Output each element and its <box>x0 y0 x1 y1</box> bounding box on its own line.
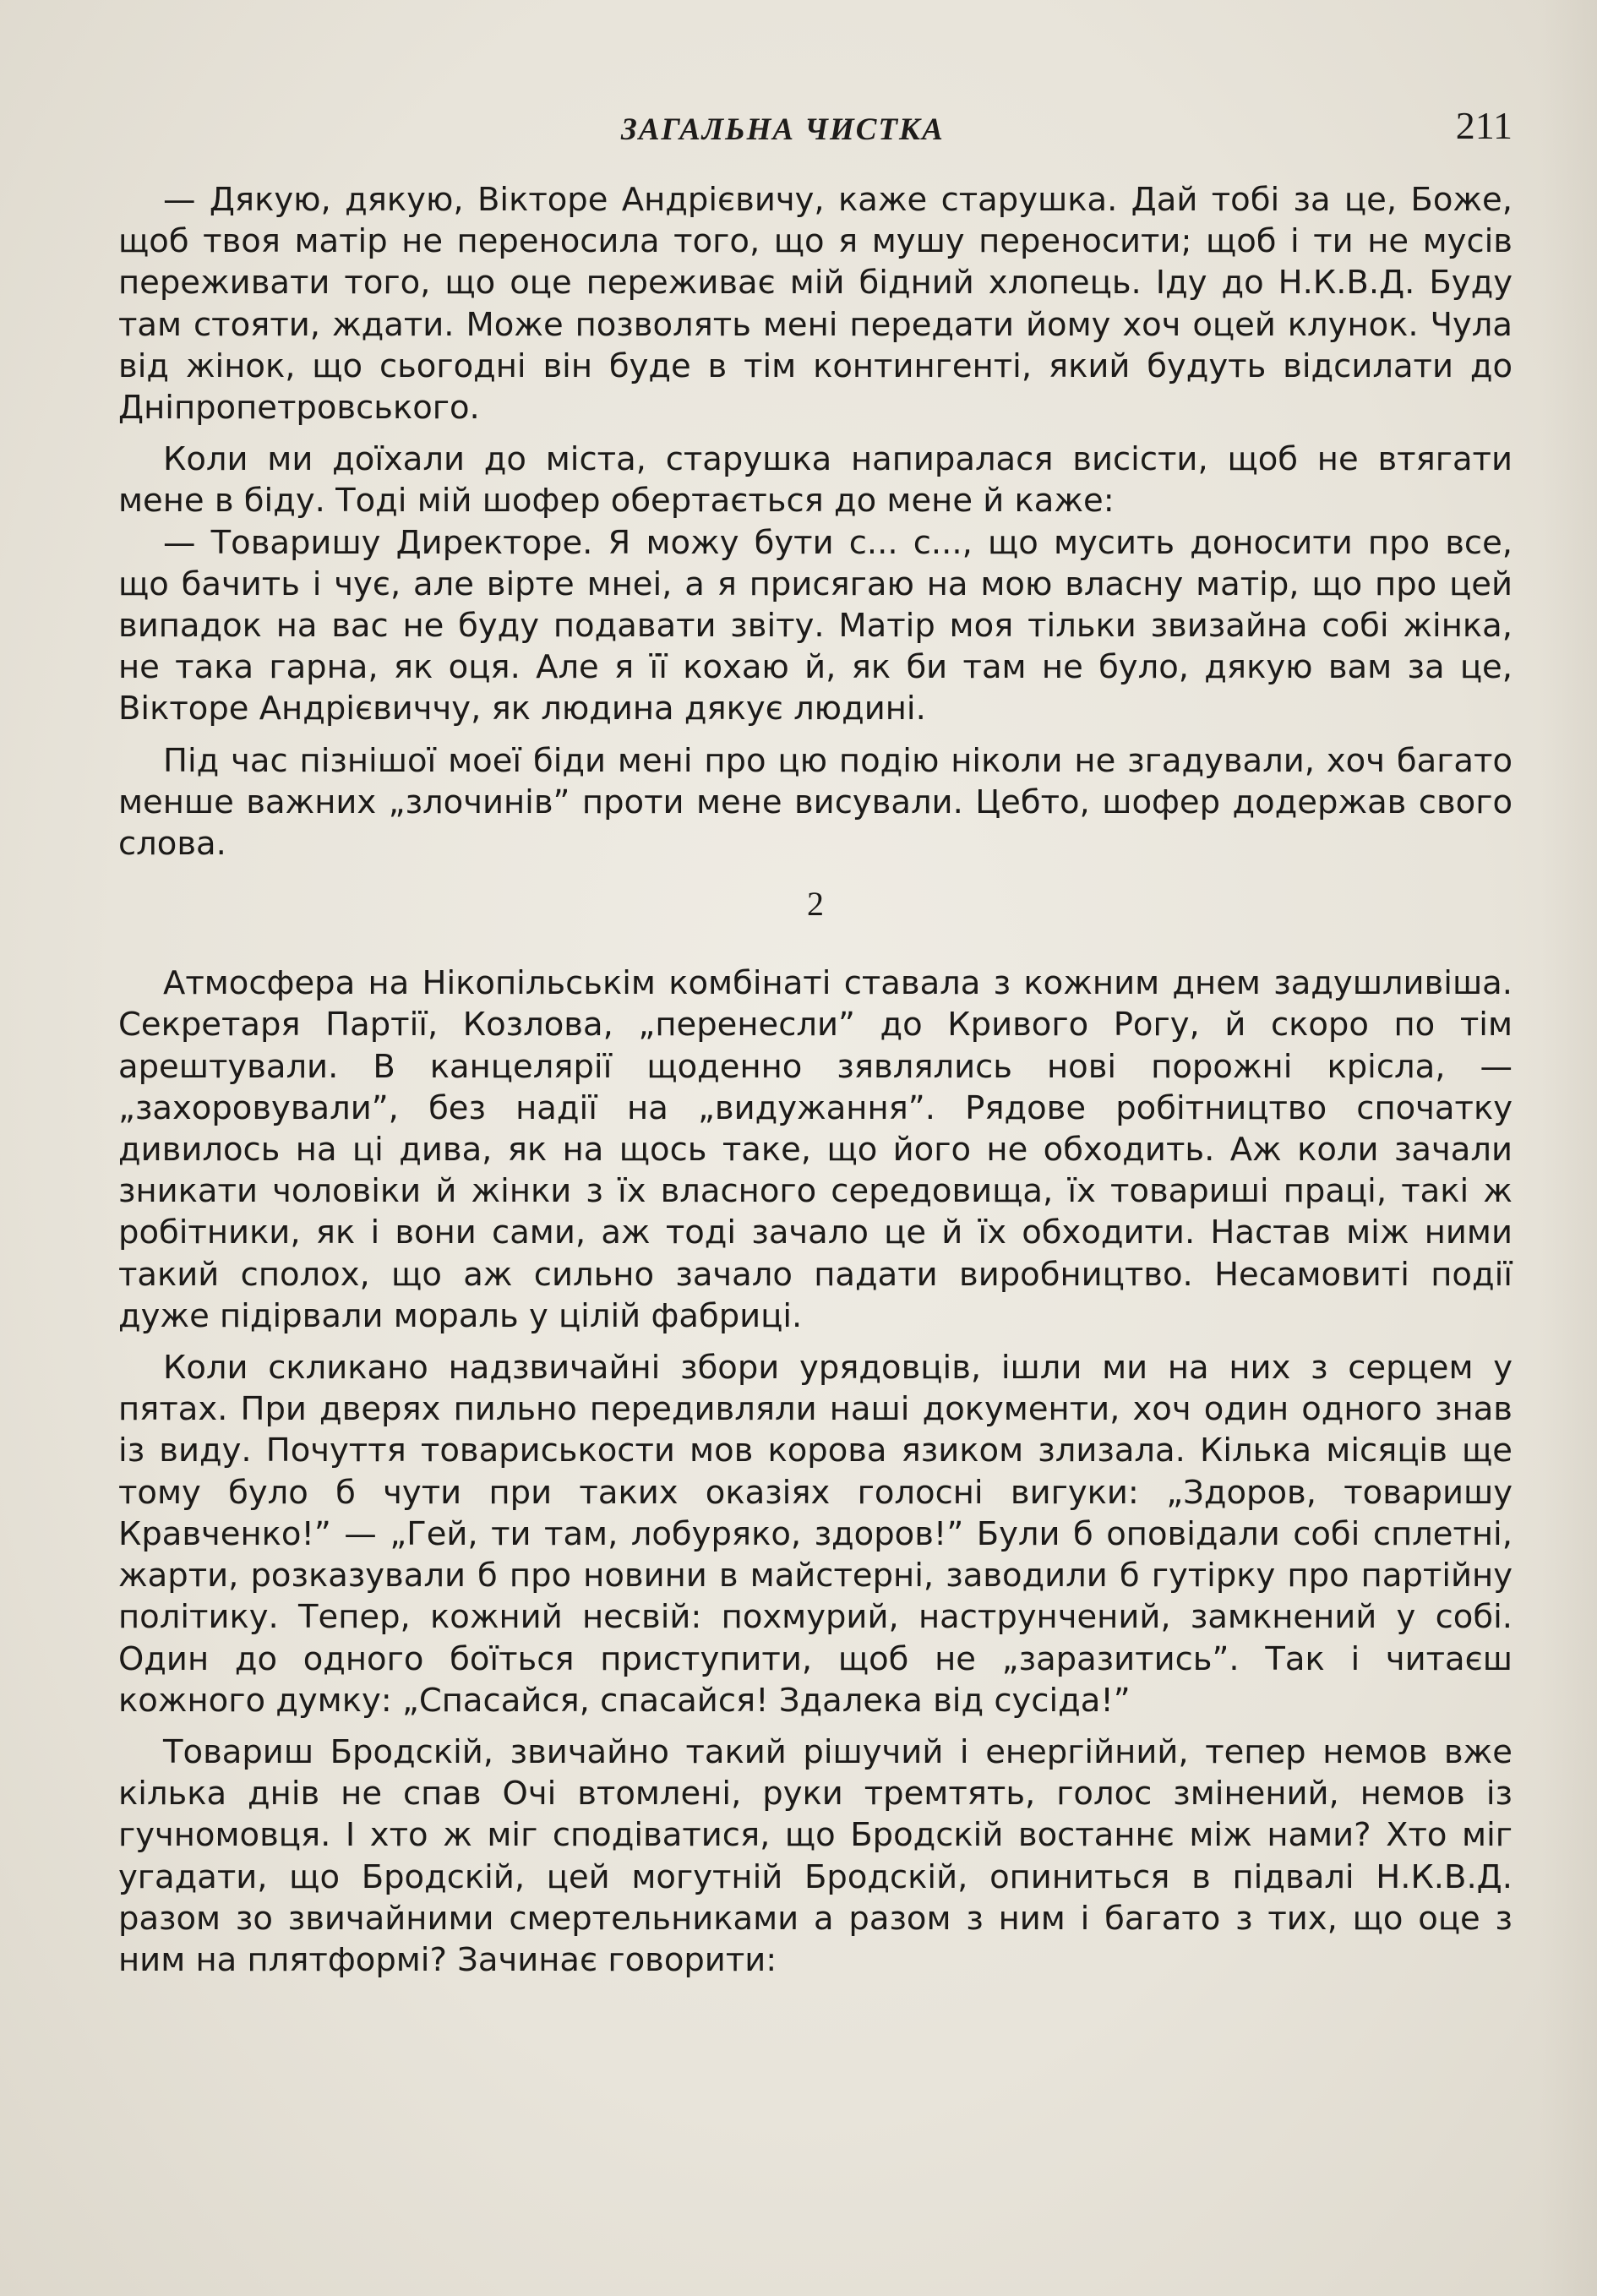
page-header <box>118 103 1513 162</box>
paragraph: — Товаришу Директоре. Я можу бути с... с..., що мусить доносити про все, що бачить і чує, але вірте мнеі, а я присягаю на мою власну матір, що про цей випадок на вас не буду подавати звіту. Матір моя тільки звизайна собі жінка, не така гарна, як оця. Але я її кохаю й, як би там не було, дякую вам за це, Вікторе Андрієвиччу, як людина дякує людині. <box>118 523 1513 728</box>
paragraph: Під час пізнішої моеї біди мені про цю подію ніколи не згадували, хоч багато менше важних „злочинів” проти мене висували. Цебто, шофер додержав свого слова. <box>118 741 1513 864</box>
page-number: 211 <box>1455 104 1513 147</box>
body-text <box>118 179 1513 1981</box>
paragraph: Атмосфера на Нікопільськім комбінаті ставала з кожним днем задушливіша. Секретаря Партії, Козлова, „перенесли” до Кривого Рогу, й скоро по тім арештували. В канцелярії щоденно зявлялись нові порожні крісла, — „захоровували”, без надії на „видужання”. Рядове робітництво спочатку дивилось на ці дива, як на щось таке, що його не обходить. Аж коли зачали зникати чоловіки й жінки з їх власного середовища, їх товариші праці, такі ж робітники, як і вони сами, аж тоді зачало це й їх обходити. Настав між ними такий сполох, що аж сильно зачало падати виробництво. Несамовиті події дуже підірвали мораль у цілій фабриці. <box>118 964 1513 1335</box>
paragraph: Коли скликано надзвичайні збори урядовців, ішли ми на них з серцем у пятах. При дверях пильно передивляли наші документи, хоч один одного знав із виду. Почуття товариськости мов корова язиком злизала. Кілька місяців ще тому було б чути при таких оказіях голосні вигуки: „Здоров, товаришу Кравченко!” — „Гей, ти там, лобуряко, здоров!” Були б оповідали собі сплетні, жарти, розказували б про новини в майстерні, заводили б гутірку про партійну політику. Тепер, кожний несвій: похмурий, наструнчений, замкнений у собі. Один до одного боїться приступити, щоб не „заразитись”. Так і читаєш кожного думку: „Спасайся, спасайся! Здалека від сусіда!” <box>118 1349 1513 1720</box>
paragraph: Товариш Бродскій, звичайно такий рішучий і енергійний, тепер немов вже кілька днів не спав Очі втомлені, руки тремтять, голос змінений, немов із гучномовця. І хто ж міг сподіватися, що Бродскій востаннє між нами? Хто міг угадати, що Бродскій, цей могутній Бродскій, опиниться в підвалі Н.К.В.Д. разом зо звичайними смертельниками а разом з ним і багато з тих, що оце з ним на плятформі? Зачинає говорити: <box>118 1732 1513 1979</box>
running-head: ЗАГАЛЬНА ЧИСТКА <box>621 112 945 147</box>
section-number: 2 <box>807 885 824 924</box>
page-edge-shadow <box>1538 0 1597 2296</box>
paragraph: Коли ми доїхали до міста, старушка напиралася висісти, щоб не втягати мене в біду. Тоді мій шофер обертається до мене й каже: <box>118 440 1513 521</box>
paragraph: — Дякую, дякую, Вікторе Андрієвичу, каже старушка. Дай тобі за це, Боже, щоб твоя матір не переносила того, що я мушу переносити; щоб і ти не мусів переживати того, що оце переживає мій бідний хлопець. Іду до Н.К.В.Д. Буду там стояти, ждати. Може позволять мені передати йому хоч оцей клунок. Чула від жінок, що сьогодні він буде в тім контингенті, який будуть відсилати до Дніпропетровського. <box>118 181 1513 428</box>
